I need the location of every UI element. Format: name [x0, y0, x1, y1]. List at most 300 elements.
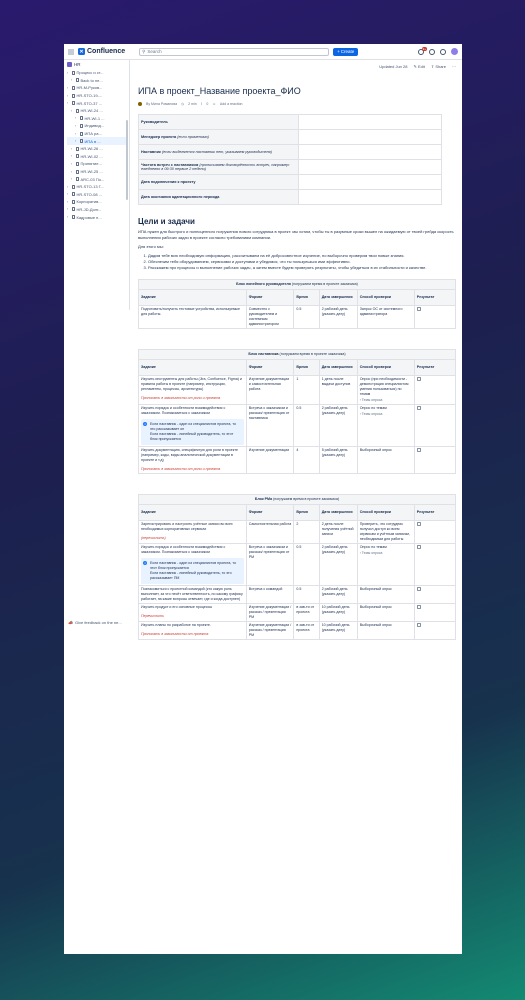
check-text: Запрос ОС от системного администратора	[359, 307, 403, 316]
block-title-label: Блок линейного руководителя	[236, 282, 291, 286]
tasks-table	[138, 494, 456, 640]
share-label: Share	[435, 63, 446, 69]
tasks-table	[138, 279, 456, 329]
time-cell	[294, 405, 319, 447]
table-row	[139, 447, 456, 474]
block-mentor	[138, 349, 456, 474]
page-icon	[80, 139, 84, 143]
time-text: 0.5	[296, 587, 302, 591]
time-text: 2	[296, 522, 299, 526]
page-icon	[80, 124, 84, 128]
edit-label: Edit	[417, 63, 425, 69]
date-cell	[319, 447, 357, 474]
task-cell	[139, 521, 247, 544]
time-cell	[294, 586, 319, 604]
check-cell	[357, 586, 414, 604]
page-icon	[72, 71, 76, 75]
time-text: в зав-ти от проекта	[296, 623, 315, 632]
date-text: 10 рабочий день (указать дату)	[321, 605, 350, 614]
author-avatar	[138, 102, 142, 106]
page-title: ИПА в проект_Название проекта_ФИО	[138, 86, 301, 96]
time-cell	[294, 376, 319, 405]
sidebar-item-label: Индивид...	[84, 123, 105, 129]
column-header: Дата завершения	[319, 360, 357, 376]
time-text: 0.5	[296, 307, 302, 311]
format-cell	[246, 306, 294, 329]
user-avatar[interactable]	[451, 48, 458, 55]
info-value-cell[interactable]	[299, 190, 442, 205]
check-text: Выборочный опрос	[359, 623, 392, 627]
format-cell	[246, 544, 294, 586]
goal-item: 2. Обеспечим тебя оборудованием, сервисами и доступами и убедимся, что ты пользуешься ими эффективно.	[148, 259, 456, 265]
column-header: Результат	[414, 360, 455, 376]
sidebar-item[interactable]	[67, 122, 126, 130]
format-cell	[246, 586, 294, 604]
info-row	[139, 175, 442, 190]
task-cell	[139, 622, 247, 640]
time-cell	[294, 622, 319, 640]
sidebar-item-label: HR-WI-02 ...	[80, 153, 103, 159]
result-checkbox[interactable]	[417, 545, 421, 549]
time-cell	[294, 604, 319, 622]
info-key-label: Частота встреч с наставником	[141, 163, 199, 167]
page-icon	[72, 185, 76, 189]
task-cell	[139, 376, 247, 405]
table-row	[139, 405, 456, 447]
sidebar-item-label: HR-JD-Долг...	[76, 206, 102, 212]
create-button[interactable]	[333, 48, 358, 56]
goals-heading: Цели и задачи	[138, 217, 195, 226]
notifications-icon[interactable]	[418, 46, 426, 55]
date-cell	[319, 376, 357, 405]
result-cell	[414, 544, 455, 586]
view-count: 0	[206, 102, 209, 106]
chevron-right-icon[interactable]: ›	[71, 161, 73, 166]
sidebar-item[interactable]	[67, 160, 126, 168]
chevron-right-icon[interactable]: ›	[75, 123, 77, 128]
sidebar-item-label: HR-WI-25 ...	[80, 169, 103, 175]
search-input[interactable]	[139, 48, 329, 56]
sidebar-item-label: HR-STO-08 ...	[76, 191, 102, 197]
create-label: Create	[340, 49, 355, 54]
chart-icon: ⌇	[200, 102, 203, 106]
info-row	[139, 145, 442, 160]
chevron-right-icon[interactable]: ›	[67, 207, 69, 212]
block-title-note: (погружаем время в проекте заказчика)	[279, 352, 346, 356]
column-header: Способ проверки	[357, 360, 414, 376]
sidebar-item[interactable]	[67, 115, 126, 123]
chevron-right-icon[interactable]: ›	[75, 139, 77, 144]
sidebar-item[interactable]	[67, 84, 126, 92]
block-title-row	[139, 350, 456, 360]
more-actions-icon[interactable]: ···	[452, 63, 456, 69]
sidebar-item[interactable]	[67, 107, 126, 115]
expand-topics[interactable]	[360, 551, 412, 556]
red-note: Прописать в зависимости от роли и проекта	[141, 396, 221, 400]
for-this-text: Для этого мы:	[138, 244, 164, 249]
column-header: Формат	[246, 290, 294, 306]
sidebar-item-label: HR-STO-37 ...	[76, 100, 102, 106]
info-value-cell[interactable]	[299, 115, 442, 130]
block-title-note: (погружаем время в проекте заказчика)	[273, 497, 340, 501]
sidebar-item[interactable]	[67, 130, 126, 138]
table-row	[139, 604, 456, 622]
format-text: Изучение документации	[248, 448, 290, 452]
info-value-cell[interactable]	[299, 130, 442, 145]
info-value-cell[interactable]	[299, 145, 442, 160]
page-icon	[72, 200, 76, 204]
info-icon: i	[144, 422, 146, 426]
confluence-logo-icon: ✕	[79, 48, 84, 55]
read-time: 2 min	[188, 102, 197, 106]
chevron-right-icon[interactable]: ›	[71, 146, 73, 151]
column-header: Задание	[139, 360, 247, 376]
info-icon: i	[144, 561, 146, 565]
column-header: Время	[294, 290, 319, 306]
time-cell	[294, 544, 319, 586]
info-row	[139, 130, 442, 145]
page-icon	[76, 78, 80, 82]
red-note: Прописать в зависимости от роли и проекта	[141, 467, 221, 471]
sidebar-item[interactable]	[67, 213, 126, 221]
chevron-right-icon[interactable]: ›	[75, 116, 77, 121]
task-text: Зарегистрировать и настроить учётные записи во всех необходимых корпоративных сервисах	[141, 522, 233, 531]
page-icon	[80, 116, 84, 120]
result-checkbox[interactable]	[417, 623, 421, 627]
notifications-badge: 9+	[422, 46, 426, 51]
date-cell	[319, 604, 357, 622]
block-title-row	[139, 280, 456, 290]
date-text: 2 день после получения учётной записи	[321, 522, 354, 536]
chevron-right-icon: ›	[359, 551, 362, 555]
sidebar-item[interactable]	[67, 198, 126, 206]
column-header: Дата завершения	[319, 290, 357, 306]
result-cell	[414, 604, 455, 622]
column-header: Результат	[414, 290, 455, 306]
result-cell	[414, 405, 455, 447]
task-text: Изучить документацию, специфичную для роли в проекте (например, коды, виды аналитической документации в проекте и т.д)	[141, 448, 239, 462]
check-text: Выборочный опрос	[359, 605, 392, 609]
task-cell	[139, 447, 247, 474]
table-row	[139, 586, 456, 604]
plus-icon: +	[337, 49, 340, 54]
check-text: Опрос по темам	[359, 545, 387, 549]
sidebar-item[interactable]	[67, 168, 126, 176]
check-cell	[357, 521, 414, 544]
sidebar-item[interactable]	[67, 137, 126, 145]
page-icon	[72, 101, 76, 105]
sidebar-item[interactable]	[67, 69, 126, 77]
chevron-right-icon[interactable]: ›	[71, 177, 73, 182]
task-cell	[139, 586, 247, 604]
sidebar-item-label: Процесс и ст...	[76, 70, 104, 76]
result-checkbox[interactable]	[417, 406, 421, 410]
column-header: Способ проверки	[357, 505, 414, 521]
time-cell	[294, 521, 319, 544]
result-cell	[414, 306, 455, 329]
sidebar-item[interactable]	[67, 92, 126, 100]
task-text: Изучить порядок и особенности взаимодействия с заказчиком. Познакомиться с заказчиком	[141, 406, 226, 415]
info-panel	[141, 558, 244, 584]
check-cell	[357, 604, 414, 622]
sidebar-item[interactable]	[67, 191, 126, 199]
page-tree	[67, 69, 126, 221]
chevron-right-icon[interactable]: ›	[71, 169, 73, 174]
info-row	[139, 190, 442, 205]
red-note: (перечислить)	[141, 536, 166, 540]
result-checkbox[interactable]	[417, 307, 421, 311]
feedback-label: Give feedback on the ne...	[74, 619, 122, 625]
page-icon	[72, 94, 76, 98]
info-table	[138, 114, 442, 205]
column-header: Время	[294, 360, 319, 376]
sidebar-item-label: Кадровые п...	[76, 214, 102, 220]
sidebar-item[interactable]	[67, 183, 126, 191]
date-cell	[319, 586, 357, 604]
result-cell	[414, 521, 455, 544]
share-button[interactable]: ⇪ Share	[430, 63, 446, 69]
task-text: Подготовить/получить тестовые устройства, используемые для работы.	[141, 307, 241, 316]
page-icon	[76, 147, 80, 151]
date-cell	[319, 622, 357, 640]
check-cell	[357, 306, 414, 329]
page-icon	[72, 86, 76, 90]
time-cell	[294, 447, 319, 474]
block-title-note: (погружаем время в проекте заказчика)	[291, 282, 358, 286]
chevron-right-icon[interactable]: ›	[75, 131, 77, 136]
result-checkbox[interactable]	[417, 587, 421, 591]
task-text: Познакомиться с проектной командой (кто какую роль выполняет, за что несёт ответственность, по какому графику работает, на какие вопросы отвечает, где и когда доступен)	[141, 587, 243, 601]
content-toolbar	[138, 60, 456, 72]
feedback-link[interactable]	[68, 296, 122, 948]
format-text: Совместно с руководителем и системным администратором	[248, 307, 279, 326]
space-header[interactable]	[67, 62, 126, 67]
date-text: 5 рабочий день (указать дату)	[321, 448, 348, 457]
edit-button[interactable]: ✎ Edit	[413, 63, 425, 69]
format-cell	[246, 521, 294, 544]
expand-topics[interactable]	[360, 412, 412, 417]
page-icon	[72, 192, 76, 196]
check-text: Опрос (при необходимости - демонстрация специалистом умения пользоваться) по темам	[359, 377, 409, 396]
sidebar-item[interactable]	[67, 145, 126, 153]
top-navigation-bar	[64, 44, 462, 60]
info-key-label: Дата окончания адаптационного периода	[141, 195, 220, 199]
sidebar-item-label: ИПА ра...	[84, 131, 102, 137]
space-icon	[67, 62, 72, 67]
check-cell	[357, 405, 414, 447]
page-icon	[76, 170, 80, 174]
result-checkbox[interactable]	[417, 448, 421, 452]
check-cell	[357, 376, 414, 405]
confluence-window	[64, 44, 462, 954]
task-text: Изучить планы по разработке на проекте.	[141, 623, 211, 627]
format-text: Изучение документации / рассказ / презентация РМ	[248, 623, 292, 637]
add-reaction-button[interactable]: Add a reaction	[219, 102, 243, 106]
chevron-right-icon[interactable]: ›	[67, 215, 69, 220]
chevron-right-icon[interactable]: ›	[67, 93, 69, 98]
confluence-logo[interactable]	[78, 48, 125, 55]
sidebar-item-label: Корпоратив...	[76, 199, 102, 205]
intro-text: ИПА нужен для быстрого и полноценного погружения нового сотрудника в проект: мы хотим, чтобы ты в разумные сроки вышел на ожидаемую от твоей грейда скорость выполнения рабочих задач в проекте согласно требованиям компании.	[138, 229, 454, 240]
table-row	[139, 521, 456, 544]
sidebar-item[interactable]	[67, 153, 126, 161]
page-icon	[72, 215, 76, 219]
sidebar-item[interactable]	[67, 77, 126, 85]
sidebar-item-label: HR-WI-1 ...	[84, 115, 105, 121]
sidebar-item-label: HR-STO-13 Г...	[76, 184, 104, 190]
format-cell	[246, 376, 294, 405]
date-cell	[319, 405, 357, 447]
info-panel-line: Если наставник - один из специалистов проекта, то этот блок пропускается	[150, 561, 236, 570]
help-icon[interactable]	[429, 49, 435, 55]
updated-date: Updated Jun 28	[379, 63, 408, 69]
time-cell	[294, 306, 319, 329]
format-cell	[246, 622, 294, 640]
chevron-right-icon[interactable]: ›	[67, 70, 69, 75]
smile-icon: ☺	[212, 102, 216, 106]
column-header: Способ проверки	[357, 290, 414, 306]
check-text: Выборочный опрос	[359, 448, 392, 452]
time-text: 1	[296, 377, 299, 381]
info-key	[139, 175, 299, 190]
chevron-right-icon[interactable]: ›	[71, 154, 73, 159]
chevron-right-icon[interactable]: ›	[67, 184, 69, 189]
sidebar-item-label: HR-WI-26 ...	[80, 146, 103, 152]
check-cell	[357, 622, 414, 640]
sidebar-item-label: ИПА в ...	[84, 138, 101, 144]
block-title-label: Блок наставника	[248, 352, 279, 356]
info-key-label: Дата подключения к проекту	[141, 180, 196, 184]
chevron-right-icon[interactable]: ›	[67, 101, 69, 106]
format-text: Встреча с заказчиком и рассказ/ презентация от РМ	[248, 545, 290, 559]
column-header: Результат	[414, 505, 455, 521]
chevron-right-icon[interactable]: ›	[71, 108, 73, 113]
app-name: Confluence	[87, 48, 126, 55]
goal-item: 3. Расскажем про процессы и выполнение рабочих задач, а затем вместе будем проверять результаты, чтобы убедиться в их стабильности и качестве.	[148, 265, 456, 271]
sidebar-item-label: Принятие...	[80, 161, 102, 167]
column-header: Задание	[139, 290, 247, 306]
task-cell	[139, 306, 247, 329]
info-key-label: Наставник	[141, 150, 161, 154]
page-icon	[80, 132, 84, 136]
check-text: Опрос по темам	[359, 406, 387, 410]
chevron-right-icon[interactable]: ›	[71, 78, 73, 83]
date-text: 2 рабочий день (указать дату)	[321, 587, 348, 596]
red-note: Прописать в зависимости от проекта	[141, 632, 209, 636]
sidebar	[64, 60, 130, 310]
goal-item: 1. Дадим тебе всю необходимую информацию, рассчитываем на её добросовестное изучение, но выборочно проверим твои новые знания.	[148, 253, 456, 259]
chevron-right-icon: ›	[359, 398, 362, 402]
expand-topics-label: Темы опроса	[361, 412, 383, 416]
chevron-right-icon[interactable]: ›	[67, 85, 69, 90]
date-text: 1 день после выдачи доступов	[321, 377, 351, 386]
search-icon: ⚲	[142, 48, 146, 54]
header-row	[139, 505, 456, 521]
sidebar-item[interactable]	[67, 206, 126, 214]
page-icon	[76, 177, 80, 181]
date-text: 2 рабочий день (указать дату)	[321, 307, 348, 316]
sidebar-item[interactable]	[67, 175, 126, 183]
result-cell	[414, 622, 455, 640]
chevron-right-icon[interactable]: ›	[67, 199, 69, 204]
check-text: Выборочный опрос	[359, 587, 392, 591]
task-text: Изучить порядок и особенности взаимодействия с заказчиком. Познакомиться с заказчиком	[141, 545, 226, 554]
date-cell	[319, 521, 357, 544]
task-text: Изучить продукт и его основные процессы	[141, 605, 213, 609]
info-key	[139, 115, 299, 130]
byline	[138, 102, 456, 106]
sidebar-item-label: ARC-03 По...	[80, 176, 105, 182]
expand-topics[interactable]	[360, 398, 412, 403]
info-key-note: (прописываем договорённость встреч, например: ежедневно в 09:30 первые 2 недели)	[141, 163, 290, 171]
format-cell	[246, 405, 294, 447]
info-key-label: Руководитель	[141, 120, 168, 124]
block-title-row	[139, 495, 456, 505]
info-row	[139, 115, 442, 130]
app-switcher-icon[interactable]	[68, 49, 74, 55]
info-key	[139, 160, 299, 175]
red-note: Перечислить	[141, 614, 164, 618]
task-cell	[139, 405, 247, 447]
sidebar-item-label: HR-STO-19-...	[76, 93, 103, 99]
goals-list	[138, 253, 456, 271]
table-row	[139, 544, 456, 586]
format-cell	[246, 604, 294, 622]
page-icon	[76, 154, 80, 158]
info-value-cell[interactable]	[299, 175, 442, 190]
author-name[interactable]: By Мила Романова	[146, 102, 178, 106]
info-key	[139, 190, 299, 205]
chevron-right-icon[interactable]: ›	[67, 192, 69, 197]
sidebar-item[interactable]	[67, 99, 126, 107]
format-text: Самостоятельная работа	[248, 522, 292, 526]
expand-topics-label: Темы опроса	[361, 398, 383, 402]
result-cell	[414, 376, 455, 405]
check-cell	[357, 447, 414, 474]
info-key-label: Менеджер проекта	[141, 135, 177, 139]
result-checkbox[interactable]	[417, 605, 421, 609]
info-key	[139, 145, 299, 160]
check-text: Проверить, что сотрудник получил доступ ко всем сервисам и учётным записям, необходимым для работы	[359, 522, 410, 541]
time-text: в зав-ти от проекта	[296, 605, 315, 614]
table-row	[139, 376, 456, 405]
result-checkbox[interactable]	[417, 522, 421, 526]
result-cell	[414, 447, 455, 474]
column-header: Время	[294, 505, 319, 521]
info-panel-line: Если наставник - линейный руководитель, то этот блок пропускается	[150, 432, 234, 441]
date-text: 10 рабочий день (указать дату)	[321, 623, 350, 632]
top-right-actions	[418, 48, 458, 55]
time-text: 4	[296, 448, 299, 452]
sidebar-item-label: Back to ne...	[80, 77, 103, 83]
info-key-note: (если применимо)	[177, 135, 209, 139]
time-text: 0.5	[296, 545, 302, 549]
column-header: Дата завершения	[319, 505, 357, 521]
sidebar-item-label: HR-М-Руков...	[76, 85, 103, 91]
info-value-cell[interactable]	[299, 160, 442, 175]
clock-icon: ◷	[181, 102, 185, 106]
table-row	[139, 306, 456, 329]
header-row	[139, 360, 456, 376]
format-cell	[246, 447, 294, 474]
block-title	[139, 495, 456, 505]
settings-icon[interactable]	[440, 49, 446, 55]
result-checkbox[interactable]	[417, 377, 421, 381]
sidebar-scrollbar[interactable]	[126, 120, 128, 200]
block-pm	[138, 494, 456, 640]
info-panel	[141, 419, 244, 445]
search-placeholder: Search	[147, 49, 162, 54]
